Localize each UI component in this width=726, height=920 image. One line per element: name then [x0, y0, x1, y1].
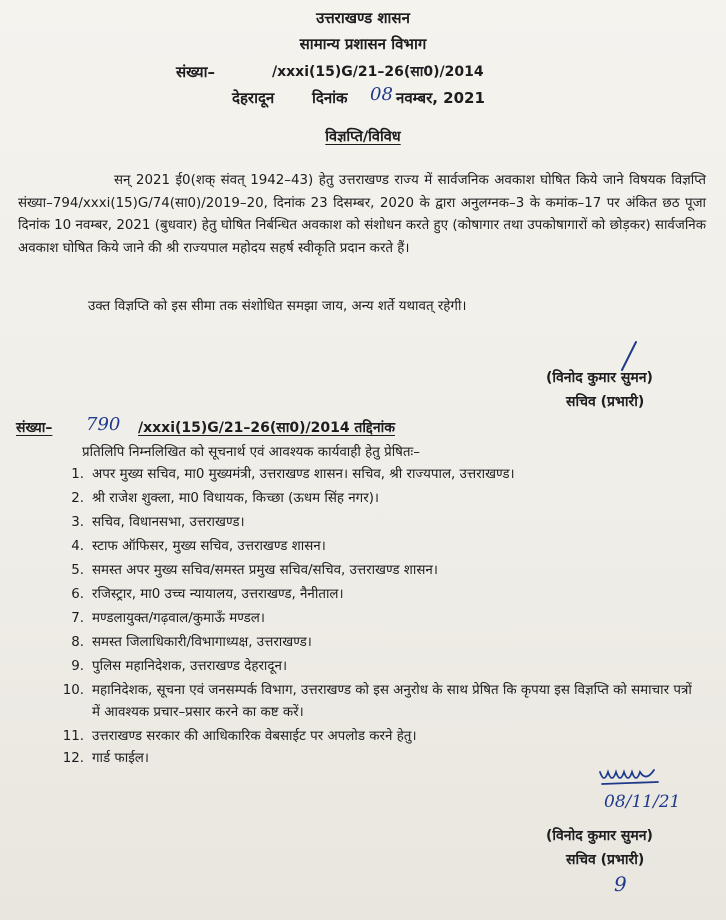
amendment-paragraph: उक्त विज्ञप्ति को इस सीमा तक संशोधित समझा जाय, अन्य शर्ते यथावत् रहेगी। [88, 299, 467, 314]
list-item: 10. महानिदेशक, सूचना एवं जनसम्पर्क विभाग, उत्तराखण्ड को इस अनुरोध के साथ प्रेषित कि कृपया इस विज्ञप्ति को समाचार पत्रों में आवश्यक प्रचार–प्रसार करने का कष्ट करें। [62, 683, 692, 720]
copy-intro: प्रतिलिपि निम्नलिखित को सूचनार्थ एवं आवश्यक कार्यवाही हेतु प्रेषितः– [82, 445, 420, 460]
handwritten-sign-date: 08/11/21 [604, 792, 681, 812]
department-title: सामान्य प्रशासन विभाग [299, 35, 427, 53]
handwritten-mark: 9 [614, 872, 627, 896]
signatory-name-1: (विनोद कुमार सुमन) [546, 370, 653, 386]
copy-ref-label: संख्या– [16, 420, 53, 436]
copy-handwritten-number: 790 [86, 414, 121, 435]
copy-list: 1. अपर मुख्य सचिव, मा0 मुख्यमंत्री, उत्तराखण्ड शासन। सचिव, श्री राज्यपाल, उत्तराखण्ड। 2. श्री राजेश शुक्ला, मा0 विधायक, किच्छा (ऊधम सिंह नगर)। 3. सचिव, विधानसभा, उत्तराखण्ड। 4. स्टाफ ऑफिसर, मुख्य सचिव, उत्तराखण्ड शासन। 5. समस्त अपर मुख्य सचिव/समस्त प्रमुख सचिव/सचिव, उत्तराखण्ड शासन। 6. रजिस्ट्रार, मा0 उच्च न्यायालय, उत्तराखण्ड, नैनीताल। 7. मण्डलायुक्त/गढ़वाल/कुमाऊँ मण्डल। 8. समस्त जिलाधिकारी/विभागाध्यक्ष, उत्तराखण्ड। 9. पुलिस महानिदेशक, उत्तराखण्ड देहरादून। 10. महानिदेशक, सूचना एवं जनसम्पर्क विभाग, उत्तराखण्ड को इस अनुरोध के साथ प्रेषित कि कृपया इस विज्ञप्ति को समाचार पत्रों में आवश्यक प्रचार–प्रसार करने का कष्ट करें। 11. उत्तराखण्ड सरकार की आधिकारिक वेबसाईट पर अपलोड करने हेतु। 12. गार्ड फाईल। [60, 464, 710, 764]
ref-number: /xxxi(15)G/21–26(सा0)/2014 [272, 64, 484, 80]
date-rest: नवम्बर, 2021 [396, 89, 485, 107]
govt-title: उत्तराखण्ड शासन [316, 9, 410, 27]
signatory-name-2: (विनोद कुमार सुमन) [546, 828, 653, 844]
ref-label: संख्या– [176, 63, 216, 81]
date-label: दिनांक [312, 89, 348, 107]
subject-heading: विज्ञप्ति/विविध [325, 129, 401, 145]
signatory-designation-2: सचिव (प्रभारी) [566, 852, 645, 868]
signature-scribble-2 [596, 762, 676, 790]
place: देहरादून [232, 89, 275, 107]
signatory-designation-1: सचिव (प्रभारी) [566, 394, 645, 410]
handwritten-date: 08 [370, 84, 393, 105]
copy-ref-number: /xxxi(15)G/21–26(सा0)/2014 तद्दिनांक [138, 420, 395, 436]
notification-paragraph: सन् 2021 ई0(शक् संवत् 1942–43) हेतु उत्तराखण्ड राज्य में सार्वजनिक अवकाश घोषित किये जाने विषयक विज्ञप्ति संख्या–794/xxxi(15)G/74(सा0)/2019–20, दिनांक 23 दिसम्बर, 2020 के द्वारा अनुलग्नक–3 के कमांक–17 पर अंकित छठ पूजा दिनांक 10 नवम्बर, 2021 (बुधवार) हेतु घोषित निर्बन्धित अवकाश को संशोधन करते हुए (कोषागार तथा उपकोषागारों को छोड़कर) सार्वजनिक अवकाश घोषित किये जाने की श्री राज्यपाल महोदय सहर्ष स्वीकृति प्रदान करते हैं। [18, 173, 706, 256]
